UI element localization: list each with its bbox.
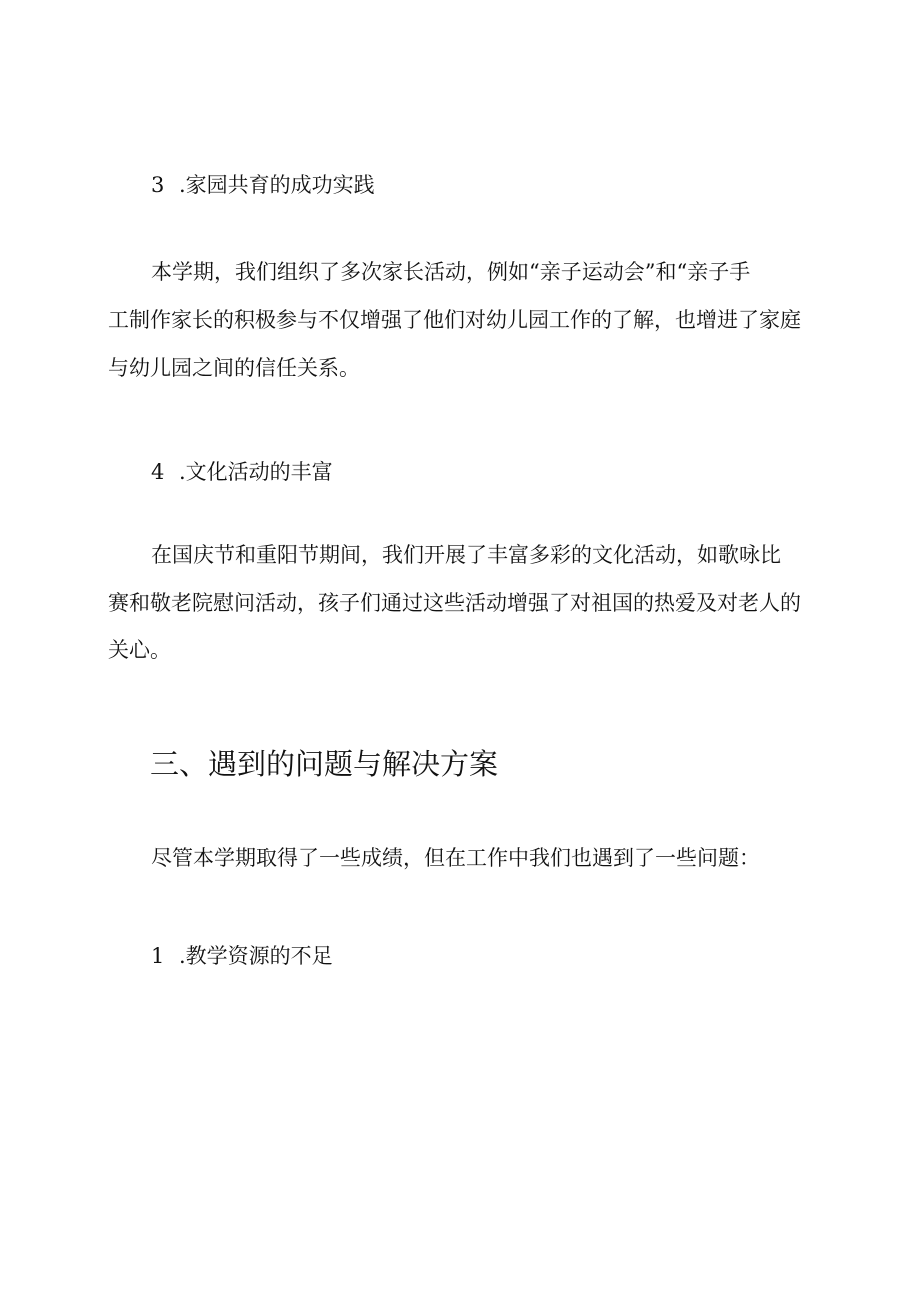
subheading-title: .家园共育的成功实践 bbox=[179, 173, 375, 197]
subheading-number: 1 bbox=[151, 944, 165, 968]
subheading-title: .教学资源的不足 bbox=[179, 944, 333, 968]
subheading-number: 4 bbox=[151, 460, 165, 484]
paragraph-line: 本学期，我们组织了多次家长活动，例如“亲子运动会”和“亲子手 bbox=[151, 260, 751, 284]
subheading-4 bbox=[151, 457, 333, 487]
subheading-number: 3 bbox=[151, 173, 165, 197]
subheading-title: .文化活动的丰富 bbox=[179, 460, 333, 484]
paragraph-line: 赛和敬老院慰问活动，孩子们通过这些活动增强了对祖国的热爱及对老人的 bbox=[108, 591, 801, 615]
section-intro: 尽管本学期取得了一些成绩，但在工作中我们也遇到了一些问题： bbox=[151, 846, 760, 870]
paragraph-line: 在国庆节和重阳节期间，我们开展了丰富多彩的文化活动，如歌咏比 bbox=[151, 543, 781, 567]
section-heading: 三、遇到的问题与解决方案 bbox=[150, 747, 499, 781]
subheading-3 bbox=[151, 170, 375, 200]
paragraph-line: 工制作家长的积极参与不仅增强了他们对幼儿园工作的了解，也增进了家庭 bbox=[108, 308, 801, 332]
subheading-1 bbox=[151, 941, 333, 971]
paragraph-line: 与幼儿园之间的信任关系。 bbox=[108, 356, 360, 380]
paragraph-line: 关心。 bbox=[108, 638, 171, 662]
